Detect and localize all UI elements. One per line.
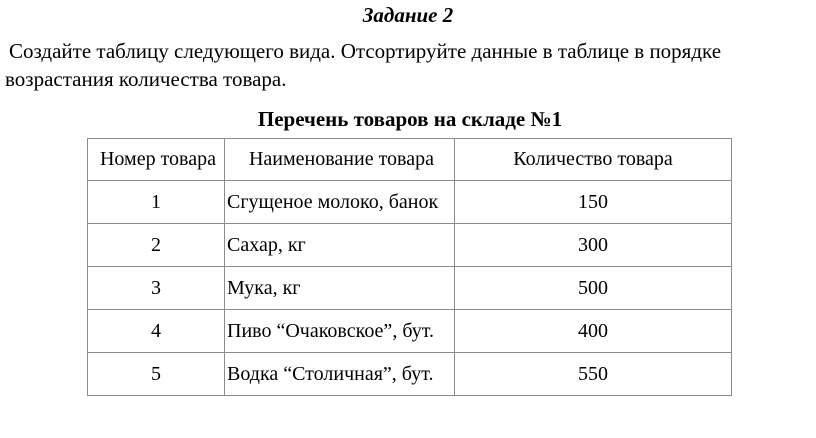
goods-table <box>87 138 732 396</box>
cell-number: 3 <box>88 267 225 310</box>
task-title: Задание 2 <box>362 3 454 27</box>
table-row <box>88 181 732 224</box>
cell-name: Сгущеное молоко, банок <box>225 181 455 224</box>
cell-name: Водка “Столичная”, бут. <box>225 353 455 396</box>
cell-name: Пиво “Очаковское”, бут. <box>225 310 455 353</box>
cell-number: 1 <box>88 181 225 224</box>
table-header-row <box>88 139 732 181</box>
cell-quantity: 400 <box>455 310 732 353</box>
cell-number: 4 <box>88 310 225 353</box>
header-quantity: Количество товара <box>455 139 732 181</box>
cell-number: 5 <box>88 353 225 396</box>
instruction-line-2: возрастания количества товара. <box>5 67 287 91</box>
cell-number: 2 <box>88 224 225 267</box>
table-row <box>88 224 732 267</box>
table-row <box>88 353 732 396</box>
cell-quantity: 550 <box>455 353 732 396</box>
task-instructions <box>5 37 805 93</box>
header-number: Номер товара <box>88 139 225 181</box>
table-row <box>88 267 732 310</box>
instruction-line-1: Создайте таблицу следующего вида. Отсортируйте данные в таблице в порядке <box>9 39 722 63</box>
table-row <box>88 310 732 353</box>
header-name: Наименование товара <box>225 139 455 181</box>
cell-quantity: 300 <box>455 224 732 267</box>
table-caption: Перечень товаров на складе №1 <box>257 107 563 131</box>
cell-name: Сахар, кг <box>225 224 455 267</box>
cell-quantity: 500 <box>455 267 732 310</box>
cell-quantity: 150 <box>455 181 732 224</box>
cell-name: Мука, кг <box>225 267 455 310</box>
